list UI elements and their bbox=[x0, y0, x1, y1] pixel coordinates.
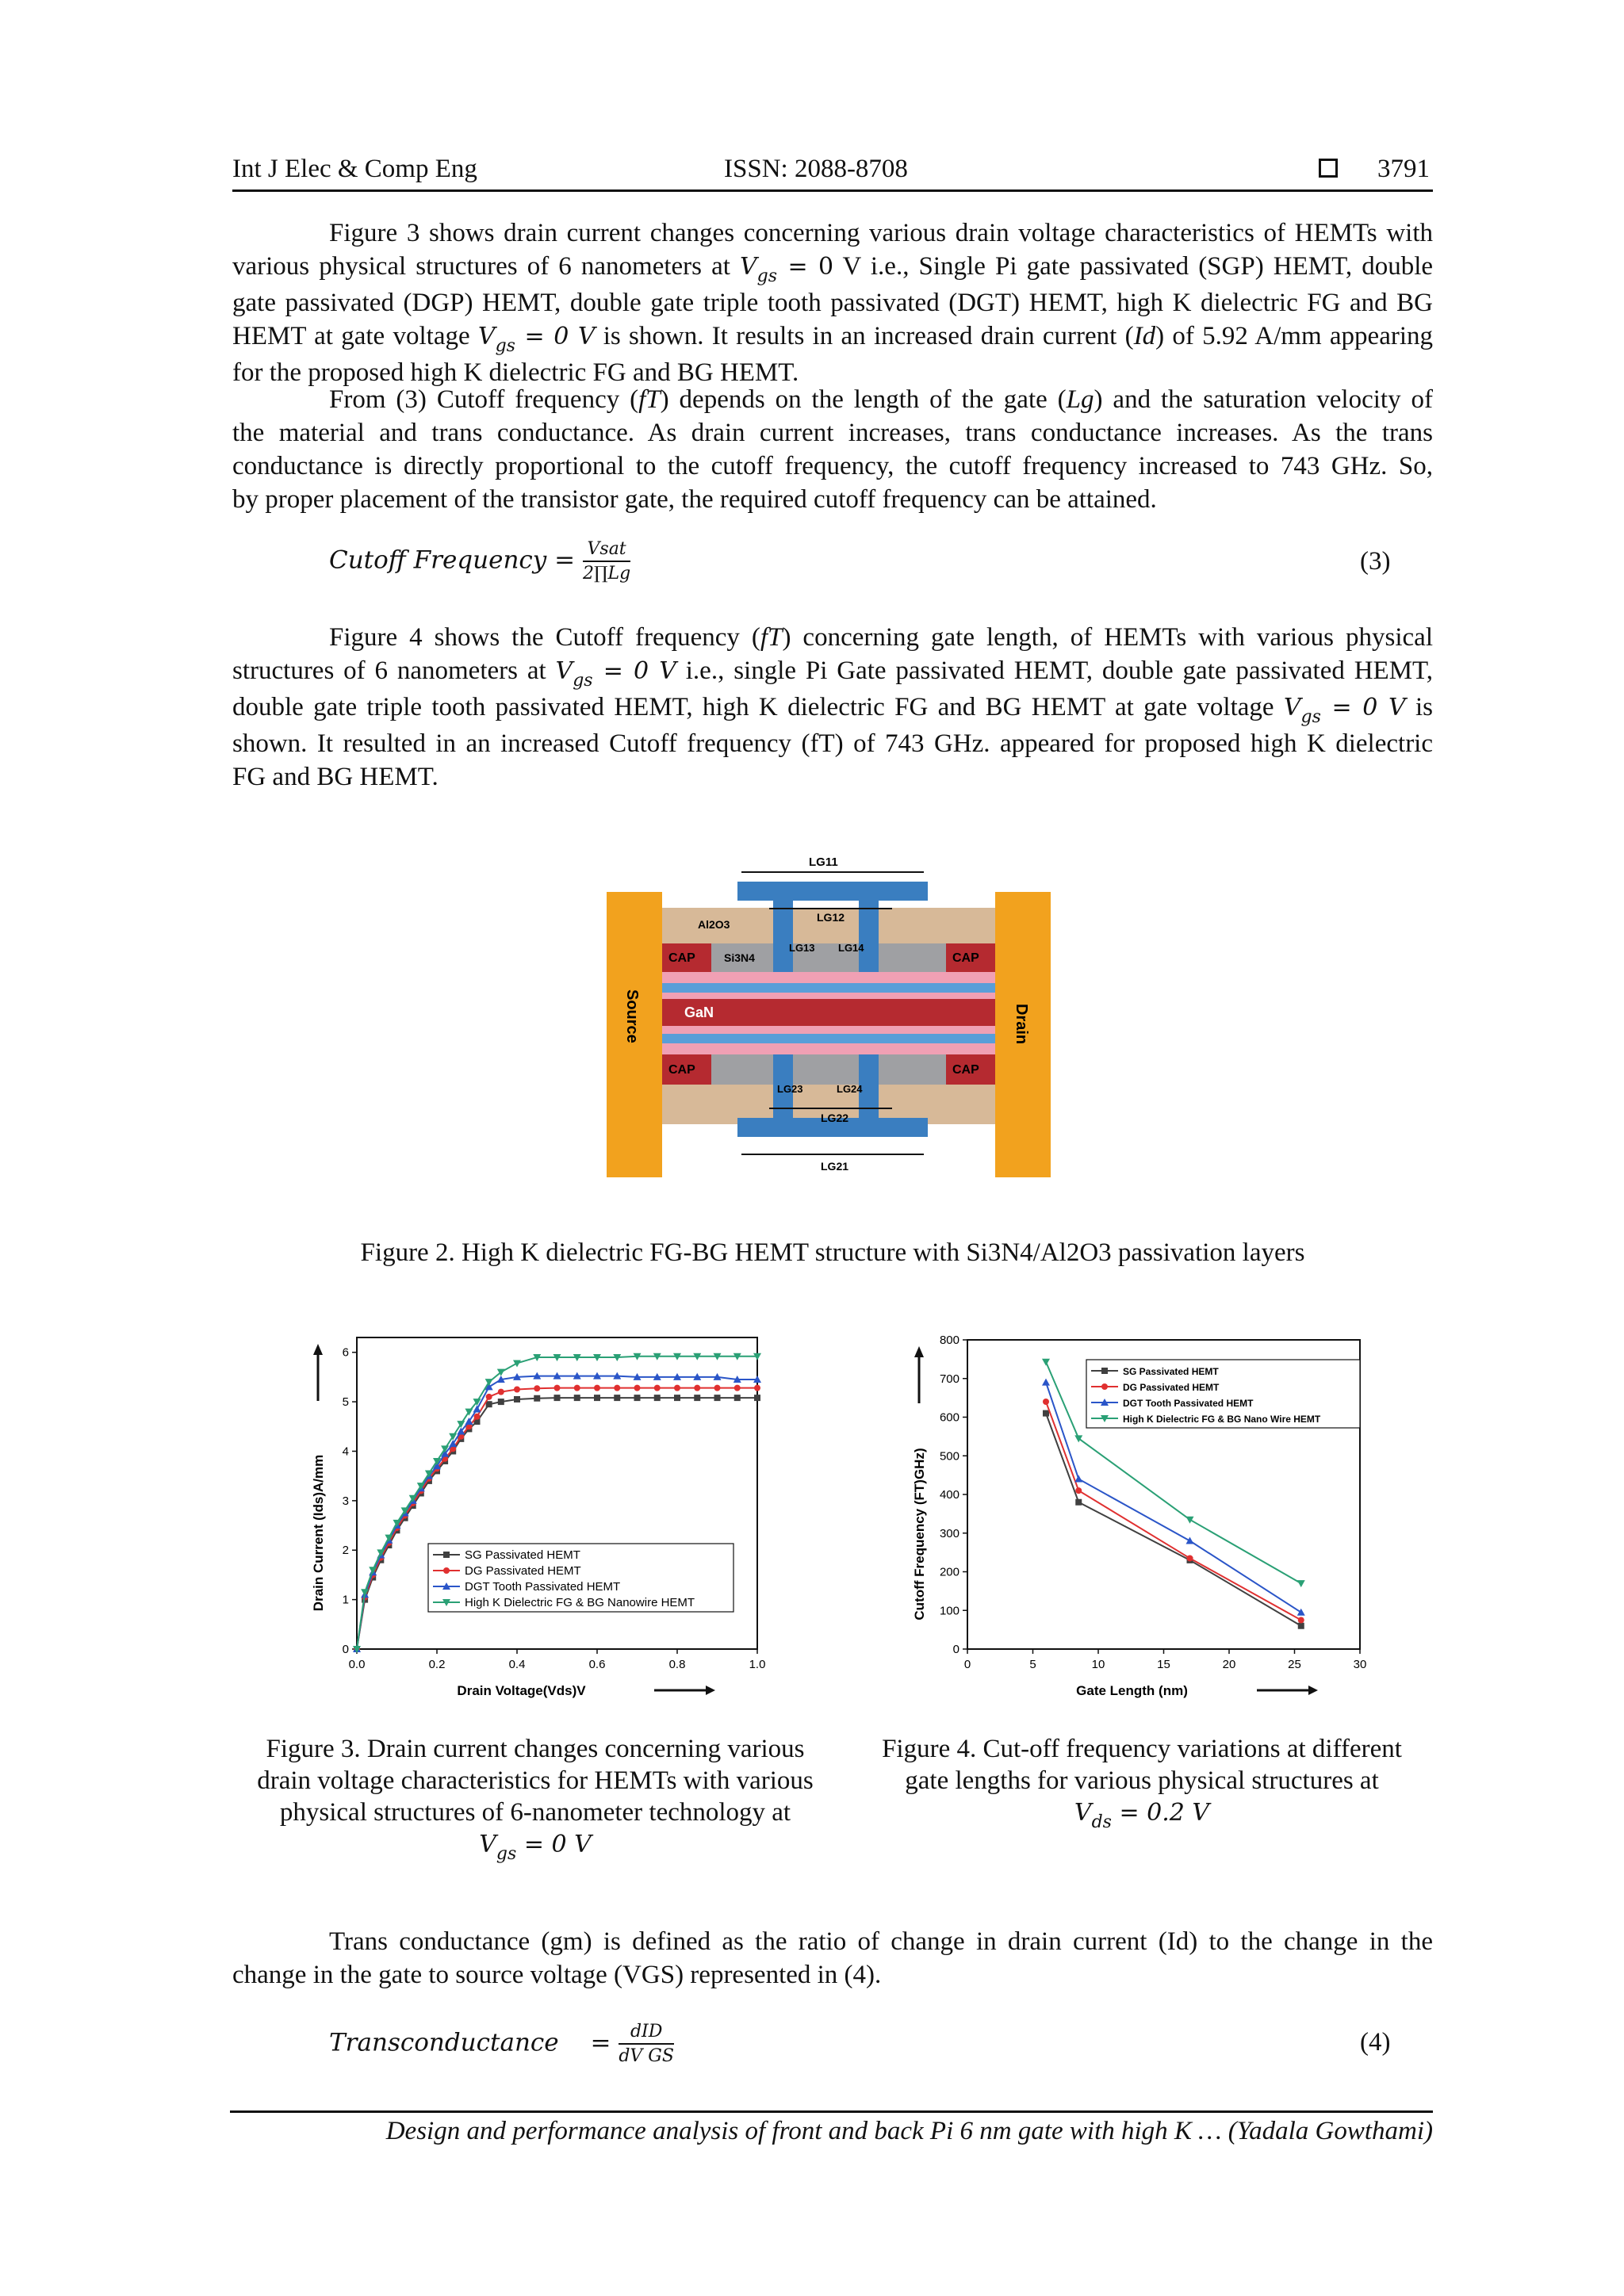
text-line: FG and BG HEMT. bbox=[232, 763, 439, 791]
layer-blue bbox=[662, 1034, 995, 1043]
marker-circle bbox=[594, 1385, 600, 1391]
cutoff-frequency-chart bbox=[892, 1328, 1376, 1709]
math-vgs bbox=[740, 253, 834, 286]
marker-square bbox=[754, 1395, 760, 1401]
x-axis-label: Drain Voltage(Vds)V bbox=[457, 1683, 586, 1698]
marker-circle bbox=[554, 1385, 561, 1391]
layer-pink bbox=[662, 1026, 995, 1034]
marker-square bbox=[1101, 1368, 1108, 1374]
marker-square bbox=[674, 1395, 680, 1401]
label-cap: CAP bbox=[668, 951, 695, 965]
figure-3-caption bbox=[238, 1733, 833, 1863]
marker-triangle-up bbox=[1042, 1379, 1050, 1386]
layer-pink bbox=[662, 1043, 995, 1054]
footer-rule bbox=[230, 2110, 1433, 2113]
page-number: 3791 bbox=[1377, 155, 1430, 183]
legend-label: DG Passivated HEMT bbox=[465, 1564, 581, 1578]
text-run: V i.e., Single Pi gate passivated (SGP) HEMT, double bbox=[833, 252, 1434, 281]
fraction-denominator: dV GS bbox=[619, 2046, 674, 2066]
math-sub: gs bbox=[496, 1844, 517, 1864]
math-sub: gs bbox=[756, 266, 778, 286]
marker-square bbox=[634, 1395, 641, 1401]
label-lg21: LG21 bbox=[821, 1160, 849, 1173]
marker-square bbox=[614, 1395, 620, 1401]
series-line bbox=[1046, 1414, 1301, 1626]
marker-circle bbox=[1101, 1383, 1108, 1390]
math-eq: = 0 V bbox=[523, 1831, 592, 1858]
math-vgs bbox=[477, 323, 596, 356]
figure-2-caption: Figure 2. High K dielectric FG-BG HEMT structure with Si3N4/Al2O3 passivation layers bbox=[360, 1238, 1305, 1267]
label-cap: CAP bbox=[952, 951, 979, 965]
math-sub: ds bbox=[1091, 1812, 1112, 1832]
front-gate-stem bbox=[859, 901, 879, 972]
layer-pink bbox=[662, 993, 995, 999]
text-run: ) and the saturation velocity of bbox=[1094, 385, 1433, 414]
marker-circle bbox=[1043, 1399, 1049, 1405]
y-tick-label: 400 bbox=[939, 1488, 959, 1502]
label-lg11: LG11 bbox=[809, 855, 838, 869]
legend-label: High K Dielectric FG & BG Nano Wire HEMT bbox=[1123, 1414, 1321, 1425]
x-tick-label: 15 bbox=[1157, 1658, 1170, 1671]
journal-name: Int J Elec & Comp Eng bbox=[232, 155, 477, 183]
y-tick-label: 0 bbox=[342, 1643, 349, 1656]
label-gan: GaN bbox=[684, 1004, 714, 1020]
si3n4-layer-bottom bbox=[662, 1054, 995, 1085]
x-tick-label: 0 bbox=[963, 1658, 971, 1671]
math-eq: = 0.2 V bbox=[1119, 1799, 1210, 1827]
math-sub: gs bbox=[1300, 707, 1321, 727]
x-tick-label: 0.8 bbox=[668, 1658, 686, 1671]
si3n4-layer-top bbox=[662, 943, 995, 972]
layer-pink bbox=[662, 972, 995, 983]
legend-label: DG Passivated HEMT bbox=[1123, 1382, 1220, 1393]
x-tick-label: 25 bbox=[1288, 1658, 1301, 1671]
layer-blue bbox=[662, 983, 995, 993]
math-eq: = 0 bbox=[787, 253, 834, 281]
y-tick-label: 600 bbox=[939, 1410, 959, 1425]
text-run: From (3) Cutoff frequency ( bbox=[329, 385, 639, 414]
text-run: ) concerning gate length, of HEMTs with various physical bbox=[782, 623, 1433, 652]
paragraph-2 bbox=[232, 383, 1433, 516]
caption-line: Figure 3. Drain current changes concerning various bbox=[266, 1735, 805, 1763]
caption-line: drain voltage characteristics for HEMTs with various bbox=[257, 1766, 814, 1795]
marker-square bbox=[443, 1552, 450, 1558]
equation-number-4: (4) bbox=[1360, 2028, 1391, 2057]
label-cap: CAP bbox=[668, 1063, 695, 1077]
label-drain: Drain bbox=[1013, 1004, 1030, 1045]
equation-number-3: (3) bbox=[1360, 547, 1391, 576]
legend-label: DGT Tooth Passivated HEMT bbox=[1123, 1398, 1254, 1409]
marker-triangle-up bbox=[1297, 1609, 1305, 1616]
x-tick-label: 5 bbox=[1029, 1658, 1036, 1671]
marker-circle bbox=[486, 1394, 492, 1400]
y-tick-label: 300 bbox=[939, 1526, 959, 1540]
marker-triangle-down bbox=[513, 1360, 521, 1367]
y-tick-label: 5 bbox=[342, 1395, 349, 1410]
equation-3 bbox=[329, 539, 630, 584]
text-line: by proper placement of the transistor gate, the required cutoff frequency can be attained. bbox=[232, 485, 1157, 514]
legend-label: SG Passivated HEMT bbox=[465, 1548, 580, 1562]
x-tick-label: 0.0 bbox=[348, 1658, 366, 1671]
issn: ISSN: 2088-8708 bbox=[724, 155, 908, 183]
header-rule bbox=[232, 189, 1433, 192]
legend-label: DGT Tooth Passivated HEMT bbox=[465, 1580, 621, 1594]
text-run: ) of 5.92 A/mm appearing bbox=[1155, 322, 1433, 350]
marker-triangle-down bbox=[1297, 1580, 1305, 1587]
math-eq: = 0 V bbox=[603, 657, 676, 685]
text-line: Figure 3 shows drain current changes concerning various drain voltage characteristics of HEMTs with bbox=[329, 219, 1433, 247]
marker-square bbox=[1075, 1499, 1082, 1506]
marker-circle bbox=[614, 1385, 620, 1391]
marker-circle bbox=[1187, 1555, 1193, 1561]
math-v: V bbox=[477, 323, 496, 350]
marker-circle bbox=[734, 1385, 741, 1391]
y-tick-label: 100 bbox=[939, 1604, 959, 1618]
x-tick-label: 20 bbox=[1222, 1658, 1236, 1671]
text-run: structures of 6 nanometers at bbox=[232, 656, 556, 685]
text-line: conductance is directly proportional to the cutoff frequency, the cutoff frequency increased to 743 GHz. So, bbox=[232, 452, 1433, 480]
marker-circle bbox=[1298, 1617, 1304, 1623]
math-v: V bbox=[740, 253, 757, 281]
marker-circle bbox=[534, 1385, 540, 1391]
y-tick-label: 3 bbox=[342, 1494, 349, 1508]
label-lg22: LG22 bbox=[821, 1112, 849, 1124]
caption-line: Figure 4. Cut-off frequency variations at different bbox=[882, 1735, 1402, 1763]
x-tick-label: 30 bbox=[1353, 1658, 1367, 1671]
label-lg13: LG13 bbox=[789, 942, 815, 954]
x-tick-label: 10 bbox=[1091, 1658, 1105, 1671]
marker-square bbox=[1298, 1623, 1304, 1629]
marker-circle bbox=[714, 1385, 721, 1391]
marker-square bbox=[534, 1395, 540, 1402]
math-vgs bbox=[555, 657, 676, 691]
marker-circle bbox=[514, 1387, 520, 1393]
y-axis-arrowhead bbox=[914, 1346, 924, 1357]
marker-circle bbox=[754, 1385, 760, 1391]
footer-text: Design and performance analysis of front and back Pi 6 nm gate with high K … (Yadala Gowthami) bbox=[385, 2117, 1433, 2145]
label-al2o3: Al2O3 bbox=[698, 918, 730, 931]
text-line bbox=[232, 691, 1433, 727]
math-ft: fT bbox=[760, 623, 783, 652]
y-axis-arrowhead bbox=[313, 1344, 323, 1355]
marker-square bbox=[486, 1401, 492, 1407]
equation-lhs: Transconductance bbox=[329, 2028, 559, 2057]
marker-square bbox=[574, 1395, 580, 1401]
math-vgs bbox=[1283, 694, 1406, 727]
front-gate-bar bbox=[737, 882, 928, 901]
drain-current-chart bbox=[305, 1328, 765, 1709]
fraction-numerator: dID bbox=[619, 2022, 674, 2045]
marker-square bbox=[514, 1396, 520, 1402]
text-line: shown. It resulted in an increased Cutoff frequency (fT) of 743 GHz. appeared for proposed high K dielectric bbox=[232, 729, 1433, 758]
marker-circle bbox=[654, 1385, 661, 1391]
marker-triangle-down bbox=[1186, 1517, 1194, 1524]
math-eq: = 0 V bbox=[1331, 694, 1406, 721]
equation-lhs: Cutoff Frequency = bbox=[329, 545, 576, 575]
text-run: HEMT at gate voltage bbox=[232, 322, 478, 350]
y-tick-label: 700 bbox=[939, 1372, 959, 1386]
caption-line: physical structures of 6-nanometer technology at bbox=[279, 1798, 791, 1827]
fraction bbox=[619, 2022, 674, 2066]
marker-circle bbox=[474, 1414, 481, 1420]
math-sub: gs bbox=[495, 336, 515, 356]
text-line bbox=[232, 654, 1433, 691]
y-tick-label: 800 bbox=[939, 1334, 959, 1347]
caption-line: gate lengths for various physical structures at bbox=[905, 1766, 1379, 1795]
figure-4-caption bbox=[856, 1733, 1427, 1831]
label-lg23: LG23 bbox=[777, 1083, 803, 1095]
equation-4 bbox=[329, 2022, 674, 2066]
caption-math bbox=[238, 1828, 833, 1863]
marker-square bbox=[734, 1395, 741, 1401]
y-tick-label: 2 bbox=[342, 1544, 349, 1558]
fraction-denominator: 2∏Lg bbox=[582, 564, 631, 584]
label-cap: CAP bbox=[952, 1063, 979, 1077]
y-tick-label: 200 bbox=[939, 1565, 959, 1579]
text-line: gate passivated (DGP) HEMT, double gate triple tooth passivated (DGT) HEMT, high K dielectric FG and BG bbox=[232, 289, 1433, 317]
text-run: i.e., single Pi Gate passivated HEMT, double gate passivated HEMT, bbox=[676, 656, 1433, 685]
math-v: V bbox=[1283, 694, 1301, 721]
paragraph-4 bbox=[232, 1925, 1433, 1992]
x-tick-label: 0.2 bbox=[428, 1658, 446, 1671]
x-tick-label: 0.6 bbox=[588, 1658, 606, 1671]
fraction-numerator: Vsat bbox=[583, 539, 630, 562]
math-v: V bbox=[1074, 1799, 1092, 1827]
marker-circle bbox=[498, 1389, 504, 1395]
x-tick-label: 0.4 bbox=[508, 1658, 526, 1671]
text-run: double gate triple tooth passivated HEMT, high K dielectric FG and BG HEMT at gate voltage bbox=[232, 693, 1284, 721]
y-tick-label: 500 bbox=[939, 1449, 959, 1464]
math-eq: = 0 V bbox=[524, 323, 596, 350]
marker-square bbox=[694, 1395, 700, 1401]
marker-square bbox=[554, 1395, 561, 1401]
text-run: is bbox=[1405, 693, 1433, 721]
y-tick-label: 0 bbox=[952, 1643, 959, 1656]
legend-label: SG Passivated HEMT bbox=[1123, 1366, 1219, 1377]
math-v: V bbox=[555, 657, 573, 685]
paragraph-1 bbox=[232, 216, 1433, 389]
x-axis-label: Gate Length (nm) bbox=[1076, 1683, 1188, 1698]
text-run: is shown. It results in an increased drain current ( bbox=[595, 322, 1134, 350]
text-line: Trans conductance (gm) is defined as the ratio of change in drain current (Id) to the change in the bbox=[329, 1927, 1433, 1956]
math-v: V bbox=[479, 1831, 496, 1858]
hemt-structure-diagram bbox=[607, 848, 1051, 1213]
caption-math bbox=[856, 1797, 1427, 1831]
marker-circle bbox=[694, 1385, 700, 1391]
marker-square bbox=[714, 1395, 721, 1401]
label-lg14: LG14 bbox=[838, 942, 864, 954]
marker-square bbox=[498, 1399, 504, 1405]
marker-circle bbox=[574, 1385, 580, 1391]
math-id: Id bbox=[1133, 322, 1156, 350]
marker-square bbox=[594, 1395, 600, 1401]
paragraph-3 bbox=[232, 621, 1433, 794]
marker-triangle-down bbox=[1042, 1359, 1050, 1366]
text-run: various physical structures of 6 nanometers at bbox=[232, 252, 740, 281]
math-lg: Lg bbox=[1066, 385, 1094, 414]
text-line: for the proposed high K dielectric FG and BG HEMT. bbox=[232, 358, 799, 387]
square-icon bbox=[1319, 159, 1338, 178]
y-tick-label: 4 bbox=[342, 1445, 349, 1459]
marker-circle bbox=[674, 1385, 680, 1391]
y-tick-label: 1 bbox=[342, 1593, 349, 1607]
x-axis-arrowhead bbox=[706, 1686, 715, 1695]
fraction bbox=[583, 539, 630, 584]
x-axis-arrowhead bbox=[1308, 1686, 1318, 1695]
label-lg12: LG12 bbox=[817, 911, 845, 924]
label-lg24: LG24 bbox=[837, 1083, 863, 1095]
marker-square bbox=[1043, 1410, 1049, 1417]
text-line bbox=[232, 320, 1433, 356]
marker-circle bbox=[634, 1385, 641, 1391]
front-gate-stem bbox=[773, 901, 793, 972]
marker-triangle-up bbox=[1074, 1475, 1082, 1483]
marker-circle bbox=[443, 1567, 450, 1574]
marker-square bbox=[654, 1395, 661, 1401]
math-ft: fT bbox=[638, 385, 661, 414]
text-line bbox=[232, 250, 1433, 286]
y-tick-label: 6 bbox=[342, 1345, 349, 1360]
label-si3n4: Si3N4 bbox=[724, 951, 755, 964]
text-run: Figure 4 shows the Cutoff frequency ( bbox=[329, 623, 760, 652]
y-axis-label: Drain Current (Ids)A/mm bbox=[311, 1454, 326, 1612]
text-line bbox=[232, 621, 1433, 654]
equation-eq-sign: = bbox=[590, 2028, 611, 2057]
x-tick-label: 1.0 bbox=[749, 1658, 765, 1671]
marker-circle bbox=[1075, 1487, 1082, 1494]
marker-triangle-up bbox=[1186, 1537, 1194, 1544]
text-line: the material and trans conductance. As drain current increases, trans conductance increases. As the trans bbox=[232, 419, 1433, 447]
text-run: ) depends on the length of the gate ( bbox=[660, 385, 1067, 414]
y-axis-label: Cutoff Frequency (FT)GHz) bbox=[912, 1448, 927, 1621]
legend-label: High K Dielectric FG & BG Nanowire HEMT bbox=[465, 1596, 695, 1609]
label-source: Source bbox=[623, 989, 641, 1043]
text-line: change in the gate to source voltage (VGS) represented in (4). bbox=[232, 1961, 882, 1989]
math-sub: gs bbox=[573, 671, 593, 691]
text-line bbox=[232, 383, 1433, 416]
